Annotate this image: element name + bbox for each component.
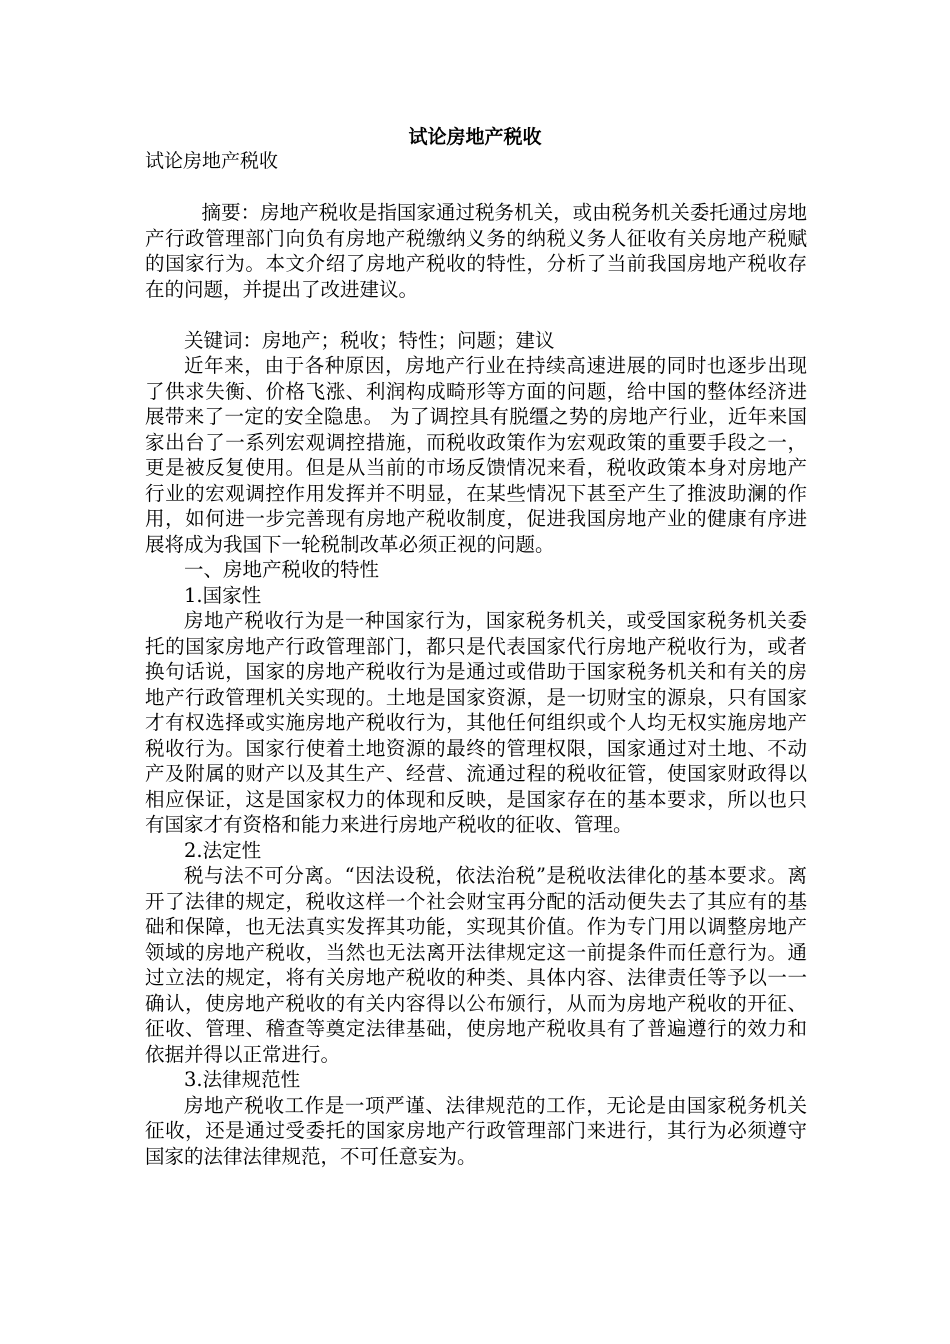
document-title: 试论房地产税收 xyxy=(408,126,542,148)
subsection-heading: 1.国家性 xyxy=(184,583,262,607)
abstract-paragraph: 摘要：房地产税收是指国家通过税务机关，或由税务机关委托通过房地产行政管理部门向负有房地产税缴纳义务的纳税义务人征收有关房地产税赋的国家行为。本文介绍了房地产税收的特性，分析了当前我国房地产税收存在的问题，并提出了改进建议。 xyxy=(145,201,807,301)
subsection-paragraph: 房地产税收工作是一项严谨、法律规范的工作，无论是由国家税务机关征收，还是通过受委托的国家房地产行政管理部门来进行，其行为必须遵守国家的法律法律规范，不可任意妄为。 xyxy=(145,1093,807,1168)
subsection-paragraph: 房地产税收行为是一种国家行为，国家税务机关，或受国家税务机关委托的国家房地产行政管理部门，都只是代表国家代行房地产税收行为，或者换句话说，国家的房地产税收行为是通过或借助于国家税务机关和有关的房地产行政管理机关实现的。土地是国家资源，是一切财宝的源泉，只有国家才有权选择或实施房地产税收行为，其他任何组织或个人均无权实施房地产税收行为。国家行使着土地资源的最终的管理权限，国家通过对土地、不动产及附属的财产以及其生产、经营、流通过程的税收征管，使国家财政得以相应保证，这是国家权力的体现和反映，是国家存在的基本要求，所以也只有国家才有资格和能力来进行房地产税收的征收、管理。 xyxy=(145,609,807,836)
section-heading: 一、房地产税收的特性 xyxy=(184,558,380,581)
subsection-heading: 2.法定性 xyxy=(184,838,262,862)
document-body xyxy=(145,200,807,1169)
subsection-heading: 3.法律规范性 xyxy=(184,1068,301,1091)
blank-line xyxy=(145,302,807,328)
intro-paragraph: 近年来，由于各种原因，房地产行业在持续高速进展的同时也逐步出现了供求失衡、价格飞涨、利润构成畸形等方面的问题，给中国的整体经济进展带来了一定的安全隐患。 为了调控具有脱缰之势的房地产行业，近年来国家出台了一系列宏观调控措施，而税收政策作为宏观政策的重要手段之一，更是被反复使用。但是从当前的市场反馈情况来看，税收政策本身对房地产行业的宏观调控作用发挥并不明显，在某些情况下甚至产生了推波助澜的作用，如何进一步完善现有房地产税收制度，促进我国房地产业的健康有序进展将成为我国下一轮税制改革必须正视的问题。 xyxy=(145,354,807,556)
subsection-paragraph: 税与法不可分离。“因法设税，依法治税”是税收法律化的基本要求。离开了法律的规定，税收这样一个社会财宝再分配的活动便失去了其应有的基础和保障，也无法真实发挥其功能，实现其价值。作为专门用以调整房地产领域的房地产税收，当然也无法离开法律规定这一前提条件而任意行为。通过立法的规定，将有关房地产税收的种类、具体内容、法律责任等予以一一确认，使房地产税收的有关内容得以公布颁行，从而为房地产税收的开征、征收、管理、稽查等奠定法律基础，使房地产税收具有了普遍遵行的效力和依据并得以正常进行。 xyxy=(145,864,807,1066)
document-subtitle: 试论房地产税收 xyxy=(145,150,279,172)
keywords-line: 关键词：房地产；税收；特性；问题；建议 xyxy=(184,328,555,352)
